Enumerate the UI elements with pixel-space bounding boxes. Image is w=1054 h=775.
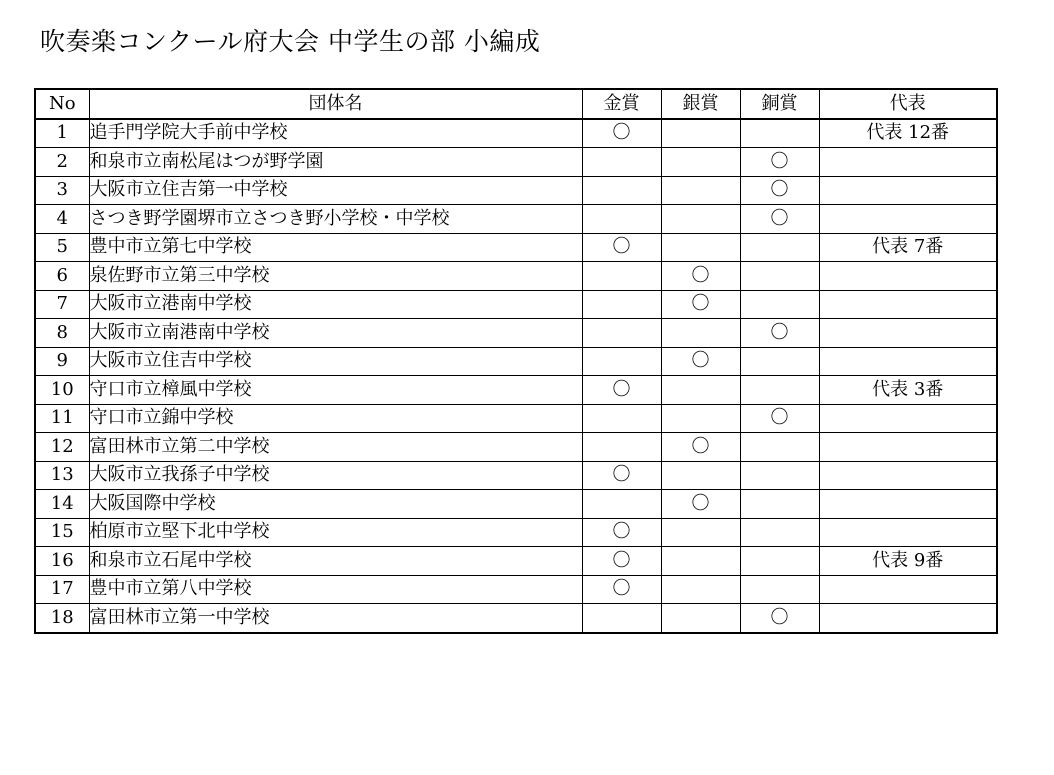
gold-award-cell: 〇 xyxy=(582,233,661,262)
silver-award-cell: 〇 xyxy=(661,490,740,519)
bronze-award-cell xyxy=(740,518,819,547)
school-name: 守口市立錦中学校 xyxy=(89,404,582,433)
gold-award-cell xyxy=(582,347,661,376)
row-number: 1 xyxy=(35,119,89,148)
silver-award-cell: 〇 xyxy=(661,433,740,462)
representative-cell xyxy=(819,604,997,633)
bronze-award-cell xyxy=(740,490,819,519)
silver-award-cell xyxy=(661,518,740,547)
table-row xyxy=(35,347,997,376)
table-row xyxy=(35,490,997,519)
bronze-award-cell: 〇 xyxy=(740,604,819,633)
school-name: 泉佐野市立第三中学校 xyxy=(89,262,582,291)
bronze-award-cell xyxy=(740,461,819,490)
school-name: 豊中市立第七中学校 xyxy=(89,233,582,262)
table-row xyxy=(35,575,997,604)
school-name: 追手門学院大手前中学校 xyxy=(89,119,582,148)
table-row xyxy=(35,461,997,490)
row-number: 8 xyxy=(35,319,89,348)
gold-award-cell xyxy=(582,490,661,519)
table-row xyxy=(35,376,997,405)
representative-cell: 代表 9番 xyxy=(819,547,997,576)
representative-cell xyxy=(819,433,997,462)
bronze-award-cell xyxy=(740,119,819,148)
silver-award-cell xyxy=(661,604,740,633)
row-number: 14 xyxy=(35,490,89,519)
representative-cell xyxy=(819,461,997,490)
table-row xyxy=(35,119,997,148)
table-row xyxy=(35,290,997,319)
gold-award-cell xyxy=(582,148,661,177)
representative-cell xyxy=(819,404,997,433)
results-table xyxy=(34,88,998,634)
results-body xyxy=(35,119,997,633)
table-row xyxy=(35,404,997,433)
school-name: 和泉市立南松尾はつが野学園 xyxy=(89,148,582,177)
representative-cell xyxy=(819,205,997,234)
row-number: 6 xyxy=(35,262,89,291)
bronze-award-cell: 〇 xyxy=(740,148,819,177)
row-number: 11 xyxy=(35,404,89,433)
representative-cell: 代表 7番 xyxy=(819,233,997,262)
row-number: 12 xyxy=(35,433,89,462)
representative-cell xyxy=(819,575,997,604)
page-title: 吹奏楽コンクール府大会 中学生の部 小編成 xyxy=(40,27,541,56)
bronze-award-cell: 〇 xyxy=(740,205,819,234)
silver-award-cell: 〇 xyxy=(661,262,740,291)
gold-award-cell: 〇 xyxy=(582,575,661,604)
school-name: 大阪市立港南中学校 xyxy=(89,290,582,319)
row-number: 4 xyxy=(35,205,89,234)
gold-award-cell xyxy=(582,205,661,234)
gold-award-cell: 〇 xyxy=(582,547,661,576)
bronze-award-cell xyxy=(740,262,819,291)
silver-award-cell xyxy=(661,404,740,433)
table-row xyxy=(35,604,997,633)
gold-award-cell: 〇 xyxy=(582,119,661,148)
row-number: 10 xyxy=(35,376,89,405)
gold-award-cell xyxy=(582,604,661,633)
bronze-award-cell: 〇 xyxy=(740,404,819,433)
silver-award-cell xyxy=(661,376,740,405)
school-name: 和泉市立石尾中学校 xyxy=(89,547,582,576)
gold-award-cell xyxy=(582,176,661,205)
row-number: 18 xyxy=(35,604,89,633)
bronze-award-cell xyxy=(740,547,819,576)
gold-award-cell: 〇 xyxy=(582,518,661,547)
bronze-award-cell: 〇 xyxy=(740,319,819,348)
table-row xyxy=(35,148,997,177)
school-name: 大阪市立住吉中学校 xyxy=(89,347,582,376)
school-name: 豊中市立第八中学校 xyxy=(89,575,582,604)
silver-award-cell: 〇 xyxy=(661,347,740,376)
header-representative: 代表 xyxy=(819,89,997,119)
silver-award-cell xyxy=(661,547,740,576)
school-name: 大阪市立我孫子中学校 xyxy=(89,461,582,490)
bronze-award-cell: 〇 xyxy=(740,176,819,205)
header-row xyxy=(35,89,997,119)
silver-award-cell: 〇 xyxy=(661,290,740,319)
table-row xyxy=(35,518,997,547)
representative-cell xyxy=(819,347,997,376)
bronze-award-cell xyxy=(740,290,819,319)
header-gold: 金賞 xyxy=(582,89,661,119)
representative-cell: 代表 3番 xyxy=(819,376,997,405)
school-name: さつき野学園堺市立さつき野小学校・中学校 xyxy=(89,205,582,234)
gold-award-cell: 〇 xyxy=(582,461,661,490)
silver-award-cell xyxy=(661,319,740,348)
row-number: 2 xyxy=(35,148,89,177)
header-bronze: 銅賞 xyxy=(740,89,819,119)
row-number: 3 xyxy=(35,176,89,205)
bronze-award-cell xyxy=(740,433,819,462)
school-name: 大阪国際中学校 xyxy=(89,490,582,519)
gold-award-cell xyxy=(582,262,661,291)
header-name: 団体名 xyxy=(89,89,582,119)
representative-cell xyxy=(819,262,997,291)
representative-cell: 代表 12番 xyxy=(819,119,997,148)
header-silver: 銀賞 xyxy=(661,89,740,119)
silver-award-cell xyxy=(661,148,740,177)
bronze-award-cell xyxy=(740,575,819,604)
table-row xyxy=(35,433,997,462)
gold-award-cell xyxy=(582,433,661,462)
table-row xyxy=(35,319,997,348)
school-name: 柏原市立堅下北中学校 xyxy=(89,518,582,547)
row-number: 13 xyxy=(35,461,89,490)
table-row xyxy=(35,547,997,576)
representative-cell xyxy=(819,490,997,519)
gold-award-cell xyxy=(582,319,661,348)
bronze-award-cell xyxy=(740,376,819,405)
school-name: 富田林市立第二中学校 xyxy=(89,433,582,462)
representative-cell xyxy=(819,290,997,319)
gold-award-cell xyxy=(582,404,661,433)
school-name: 富田林市立第一中学校 xyxy=(89,604,582,633)
bronze-award-cell xyxy=(740,233,819,262)
table-row xyxy=(35,262,997,291)
silver-award-cell xyxy=(661,119,740,148)
bronze-award-cell xyxy=(740,347,819,376)
silver-award-cell xyxy=(661,233,740,262)
table-row xyxy=(35,205,997,234)
header-no: No xyxy=(35,89,89,119)
silver-award-cell xyxy=(661,461,740,490)
table-row xyxy=(35,176,997,205)
silver-award-cell xyxy=(661,205,740,234)
table-row xyxy=(35,233,997,262)
silver-award-cell xyxy=(661,176,740,205)
row-number: 15 xyxy=(35,518,89,547)
row-number: 16 xyxy=(35,547,89,576)
school-name: 守口市立樟風中学校 xyxy=(89,376,582,405)
row-number: 7 xyxy=(35,290,89,319)
school-name: 大阪市立住吉第一中学校 xyxy=(89,176,582,205)
gold-award-cell: 〇 xyxy=(582,376,661,405)
row-number: 17 xyxy=(35,575,89,604)
school-name: 大阪市立南港南中学校 xyxy=(89,319,582,348)
representative-cell xyxy=(819,518,997,547)
row-number: 9 xyxy=(35,347,89,376)
representative-cell xyxy=(819,176,997,205)
gold-award-cell xyxy=(582,290,661,319)
representative-cell xyxy=(819,148,997,177)
representative-cell xyxy=(819,319,997,348)
silver-award-cell xyxy=(661,575,740,604)
row-number: 5 xyxy=(35,233,89,262)
